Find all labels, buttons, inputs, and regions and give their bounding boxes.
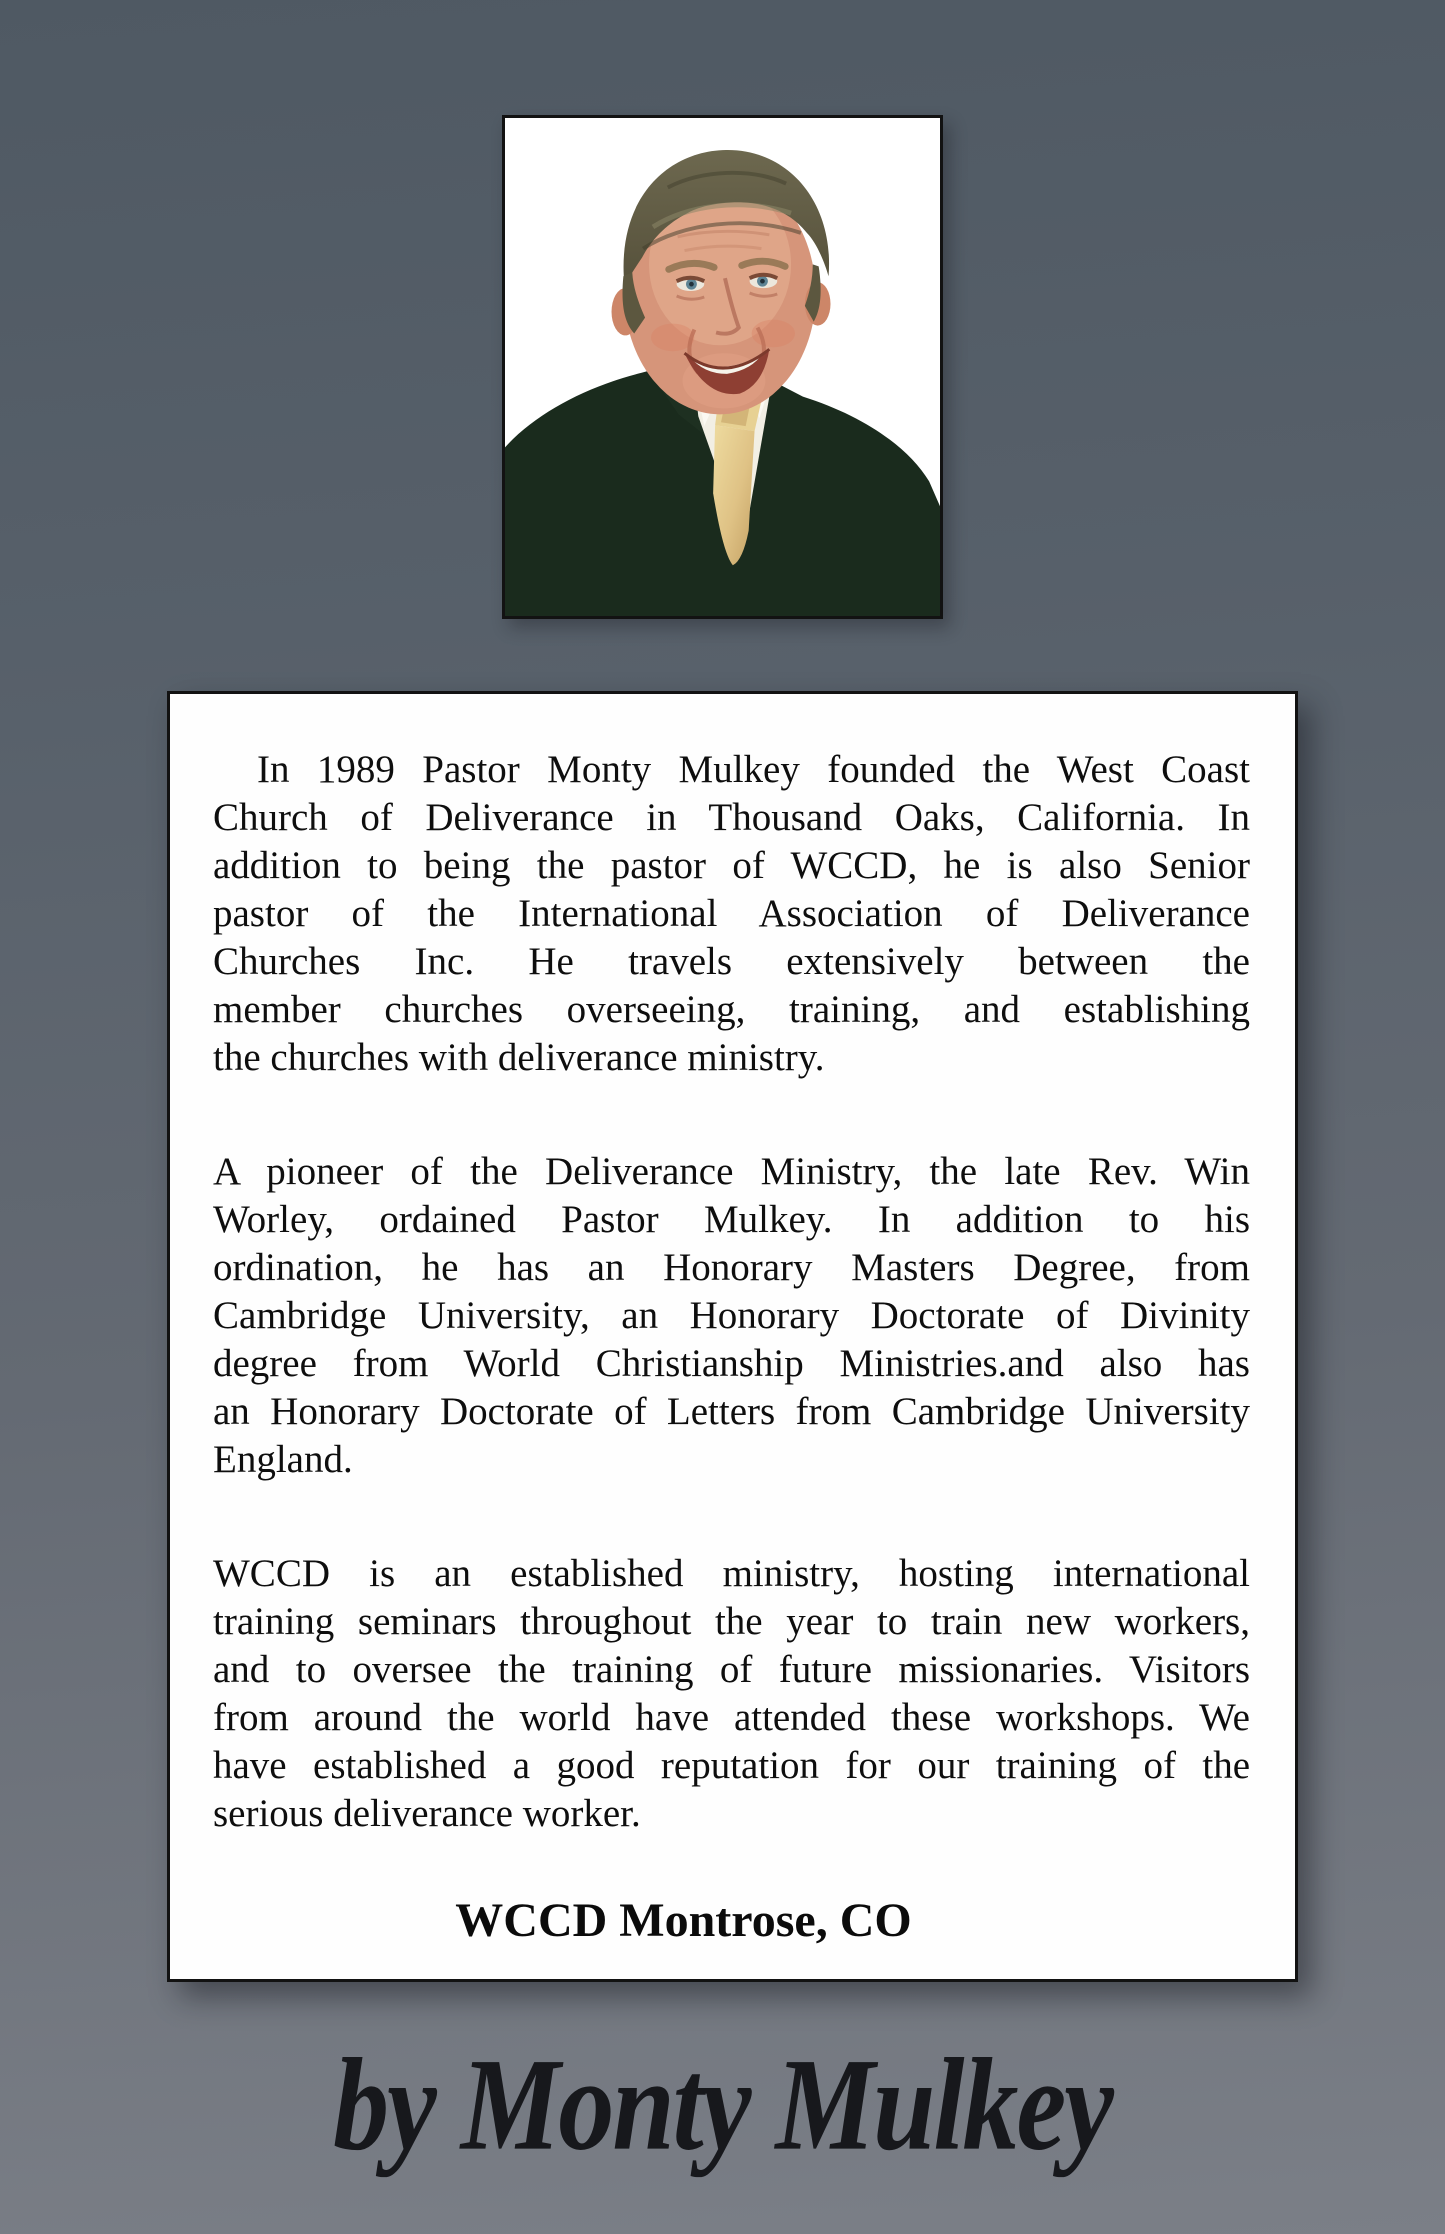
bio-paragraph-2 bbox=[213, 1148, 1250, 1484]
bio-line: A pioneer of the Deliverance Ministry, the late Rev. Win bbox=[213, 1150, 1250, 1193]
bio-line: In 1989 Pastor Monty Mulkey founded the West Coast bbox=[257, 748, 1250, 791]
bio-line: member churches overseeing, training, and establishing bbox=[213, 988, 1250, 1031]
bio-line: Churches Inc. He travels extensively between the bbox=[213, 940, 1250, 983]
bio-line: degree from World Christianship Ministries.and also has bbox=[213, 1342, 1250, 1385]
bio-line: ordination, he has an Honorary Masters Degree, from bbox=[213, 1246, 1250, 1289]
bio-line: training seminars throughout the year to train new workers, bbox=[213, 1600, 1250, 1643]
bio-line: an Honorary Doctorate of Letters from Cambridge University bbox=[213, 1390, 1250, 1433]
byline-title: by Monty Mulkey bbox=[333, 2031, 1112, 2179]
bio-line: serious deliverance worker. bbox=[213, 1792, 641, 1835]
bio-line: from around the world have attended these workshops. We bbox=[213, 1696, 1250, 1739]
bio-line: Cambridge University, an Honorary Doctorate of Divinity bbox=[213, 1294, 1250, 1337]
bio-paragraph-1 bbox=[213, 746, 1250, 1082]
portrait-photo bbox=[505, 118, 940, 616]
bio-paragraph-3 bbox=[213, 1550, 1250, 1838]
biography-text-box bbox=[167, 691, 1298, 1982]
bio-line: and to oversee the training of future missionaries. Visitors bbox=[213, 1648, 1250, 1691]
bio-line: England. bbox=[213, 1438, 353, 1481]
location-heading: WCCD Montrose, CO bbox=[455, 1894, 912, 1947]
bio-line: WCCD is an established ministry, hosting international bbox=[213, 1552, 1250, 1595]
bio-line: addition to being the pastor of WCCD, he is also Senior bbox=[213, 844, 1250, 887]
bio-line: the churches with deliverance ministry. bbox=[213, 1036, 825, 1079]
author-photo-frame bbox=[502, 115, 943, 619]
bio-line: Church of Deliverance in Thousand Oaks, California. In bbox=[213, 796, 1250, 839]
bio-line: have established a good reputation for our training of the bbox=[213, 1744, 1250, 1787]
bio-line: Worley, ordained Pastor Mulkey. In addition to his bbox=[213, 1198, 1250, 1241]
bio-line: pastor of the International Association of Deliverance bbox=[213, 892, 1250, 935]
